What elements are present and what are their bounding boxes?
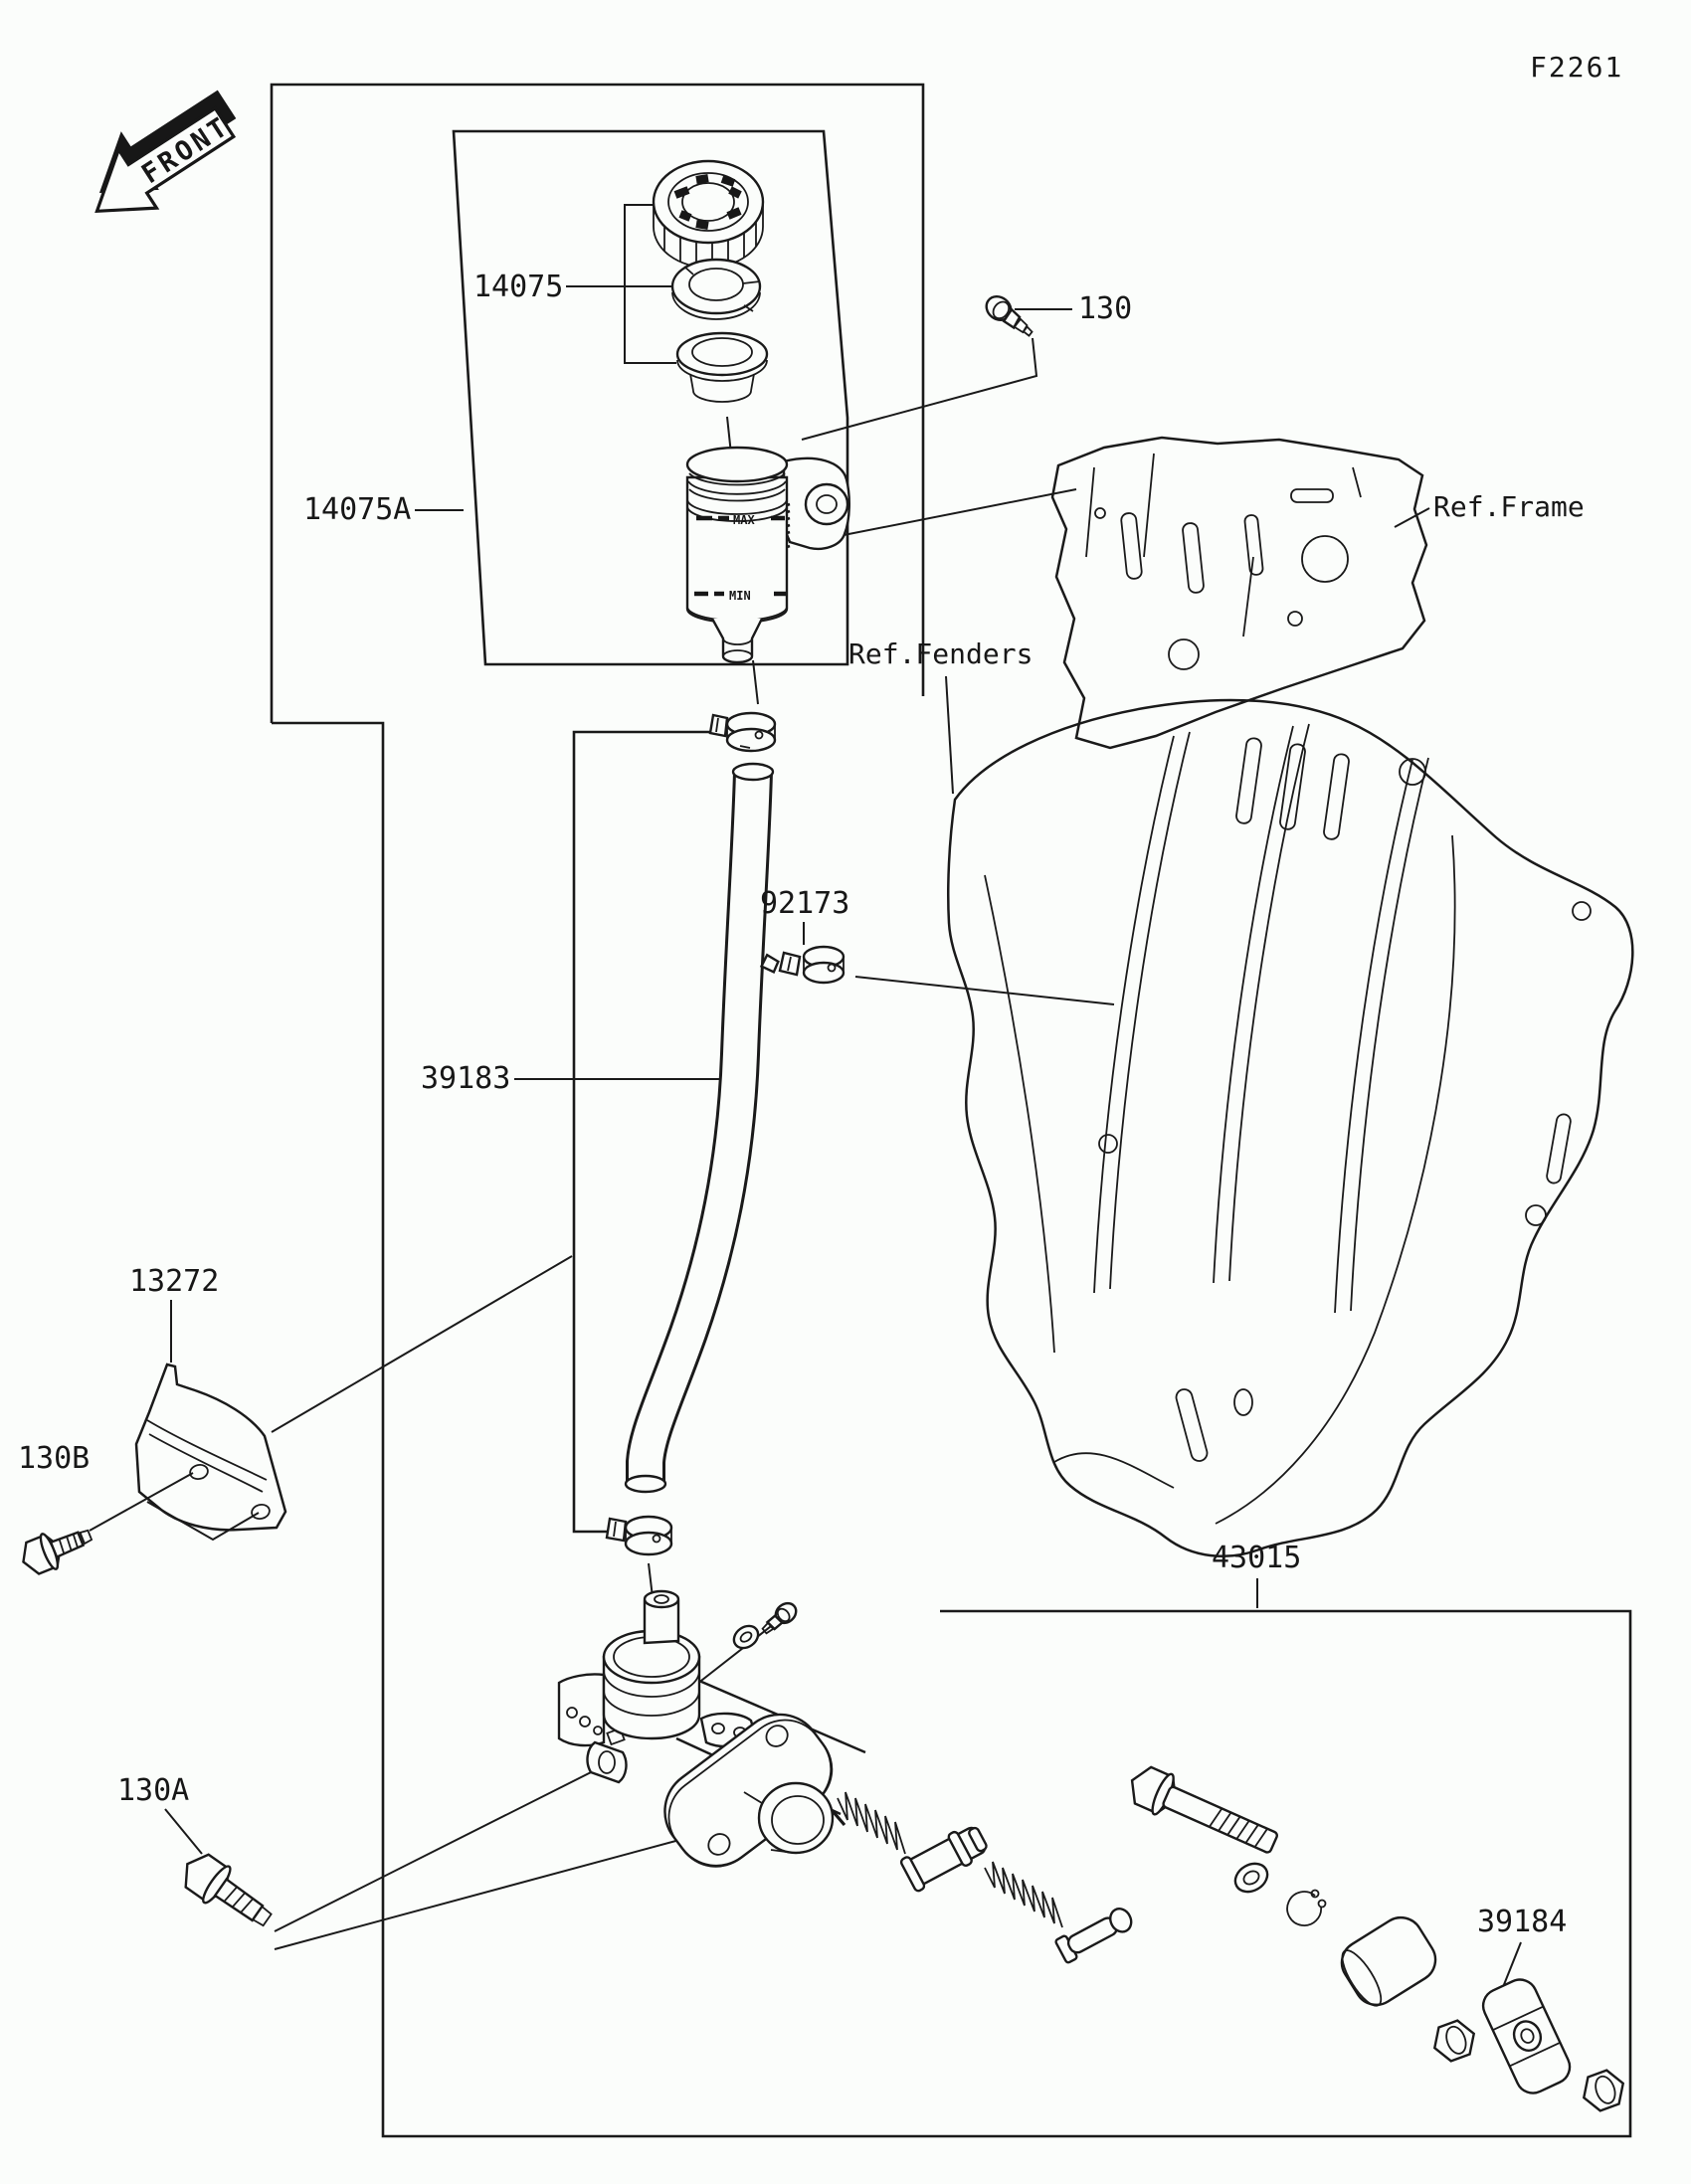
bolt-130a-drawing <box>175 1846 281 1937</box>
piston <box>900 1821 991 1892</box>
hose-drawing <box>626 764 773 1492</box>
part-label-130: 130 <box>1078 291 1133 326</box>
banjo-bolt-drawing <box>730 1599 801 1653</box>
part-label-130b: 130B <box>18 1441 91 1476</box>
spring-secondary <box>985 1862 1062 1927</box>
guard-plate-drawing <box>136 1365 285 1530</box>
part-label-39183: 39183 <box>421 1061 511 1096</box>
yoke-nut-left <box>1428 2017 1480 2065</box>
reservoir-bracket-boss <box>806 484 847 524</box>
yoke-nut-right <box>1578 2067 1629 2114</box>
cushion-drawing <box>1334 1910 1444 2013</box>
part-label-13272: 13272 <box>129 1264 220 1299</box>
leader-130a-to-cylinder <box>275 1763 694 1949</box>
fender-reference-drawing <box>948 700 1632 1556</box>
hose-clamp-lower <box>607 1517 671 1554</box>
outer-group-box <box>272 85 923 723</box>
ref-label-frame: Ref.Frame <box>1433 490 1585 523</box>
part-label-130a: 130A <box>117 1773 190 1808</box>
reservoir-drawing <box>687 448 849 662</box>
reservoir-group-box <box>454 131 847 664</box>
circlip-drawing <box>1287 1891 1325 1926</box>
yoke-body <box>1478 1974 1576 2098</box>
bolt-130-drawing <box>982 291 1037 342</box>
piston-spring-parts <box>838 1792 1136 1963</box>
clevis-drawing <box>1428 1974 1629 2114</box>
push-rod <box>1055 1905 1136 1964</box>
washer-drawing <box>1230 1858 1272 1898</box>
leader-92173-to-fender <box>855 977 1114 1004</box>
master-cylinder-drawing <box>559 1591 865 1883</box>
pivot-bolt-drawing <box>1123 1760 1282 1864</box>
banjo-washer <box>730 1621 763 1652</box>
bolt-130b-drawing <box>16 1518 96 1579</box>
figure-code: F2261 <box>1530 51 1624 84</box>
reservoir-max-text: MAX <box>733 513 755 527</box>
reservoir-cap-drawing <box>654 161 763 268</box>
spring-primary <box>838 1792 905 1854</box>
part-label-92173: 92173 <box>760 886 850 921</box>
diaphragm-plate-drawing <box>672 260 760 319</box>
leader-reservoir-to-frame <box>834 489 1076 537</box>
leader-ref-fenders <box>946 676 953 794</box>
leader-130a-label <box>165 1809 202 1854</box>
ref-label-fenders: Ref.Fenders <box>848 637 1033 670</box>
leader-spigot-to-clamp <box>753 660 758 704</box>
front-arrow-text: FRONT <box>136 110 236 191</box>
part-label-43015: 43015 <box>1212 1541 1302 1575</box>
leader-plate-diagonal <box>272 1256 572 1432</box>
diaphragm-cup-drawing <box>677 333 767 402</box>
front-arrow <box>68 76 254 237</box>
leader-14075-bracket <box>566 205 676 363</box>
leader-130-to-reservoir <box>802 338 1036 440</box>
leader-ref-frame <box>1395 508 1429 527</box>
part-label-14075a: 14075A <box>303 492 412 527</box>
group-boxes <box>272 85 1630 2136</box>
reservoir-min-text: MIN <box>729 589 751 603</box>
hose-clamp-upper <box>710 713 775 751</box>
clamp-92173-drawing <box>761 947 844 983</box>
part-label-39184: 39184 <box>1477 1905 1568 1939</box>
part-label-14075: 14075 <box>473 270 564 304</box>
